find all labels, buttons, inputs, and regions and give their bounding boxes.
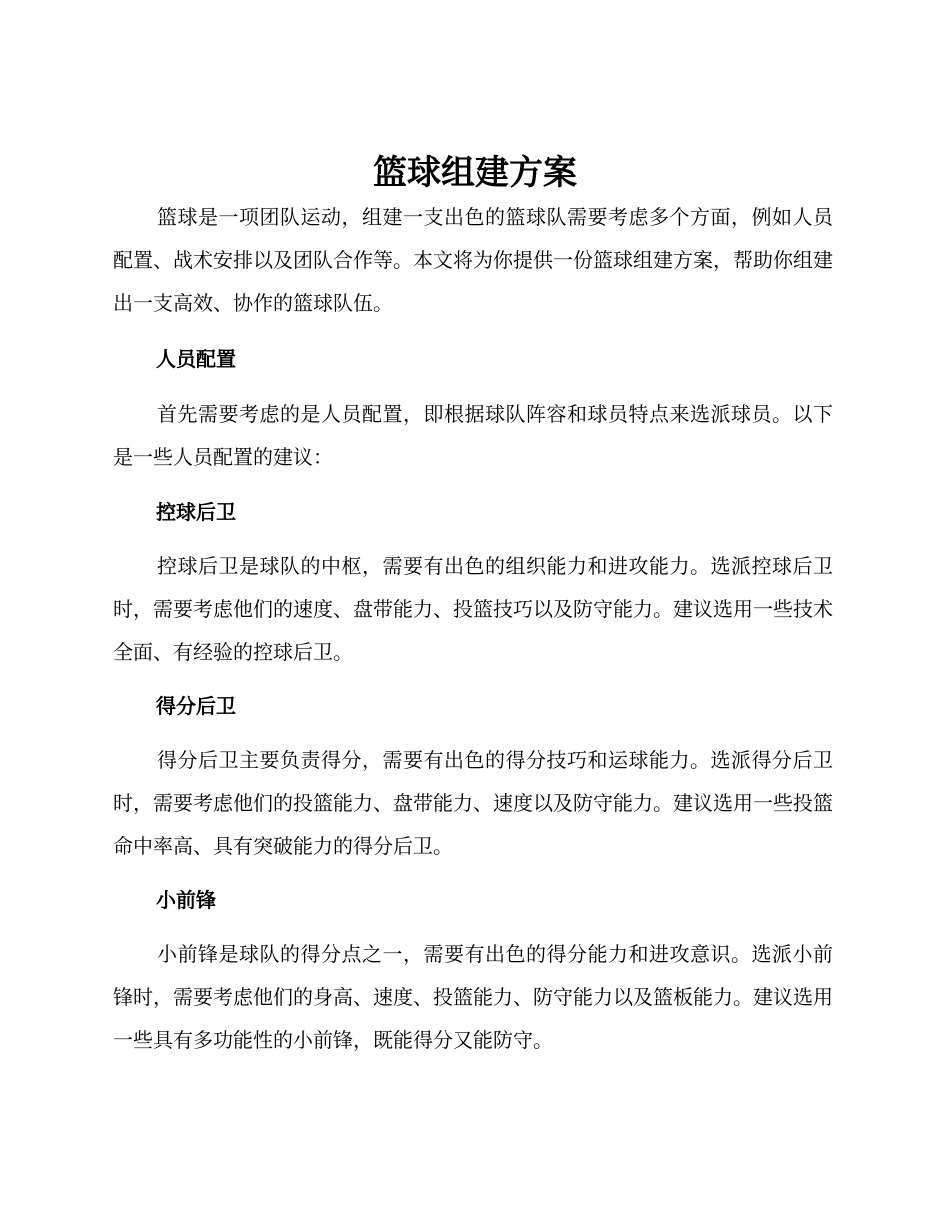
- section-heading-small-forward: 小前锋: [156, 888, 216, 912]
- section-body-point-guard: 控球后卫是球队的中枢，需要有出色的组织能力和进攻能力。选派控球后卫时，需要考虑他们的速度、盘带能力、投篮技巧以及防守能力。建议选用一些技术全面、有经验的控球后卫。: [113, 554, 833, 664]
- document-title: 篮球组建方案: [373, 153, 577, 193]
- section-heading-staffing: 人员配置: [156, 347, 236, 371]
- section-heading-shooting-guard: 得分后卫: [156, 694, 236, 718]
- section-body-staffing: 首先需要考虑的是人员配置，即根据球队阵容和球员特点来选派球员。以下是一些人员配置的建议：: [113, 402, 833, 469]
- intro-paragraph: 篮球是一项团队运动，组建一支出色的篮球队需要考虑多个方面，例如人员配置、战术安排以及团队合作等。本文将为你提供一份篮球组建方案，帮助你组建出一支高效、协作的篮球队伍。: [113, 205, 833, 315]
- section-heading-point-guard: 控球后卫: [156, 500, 236, 524]
- section-body-small-forward: 小前锋是球队的得分点之一，需要有出色的得分能力和进攻意识。选派小前锋时，需要考虑他们的身高、速度、投篮能力、防守能力以及篮板能力。建议选用一些具有多功能性的小前锋，既能得分又能防守。: [113, 942, 833, 1052]
- section-body-shooting-guard: 得分后卫主要负责得分，需要有出色的得分技巧和运球能力。选派得分后卫时，需要考虑他们的投篮能力、盘带能力、速度以及防守能力。建议选用一些投篮命中率高、具有突破能力的得分后卫。: [113, 748, 833, 858]
